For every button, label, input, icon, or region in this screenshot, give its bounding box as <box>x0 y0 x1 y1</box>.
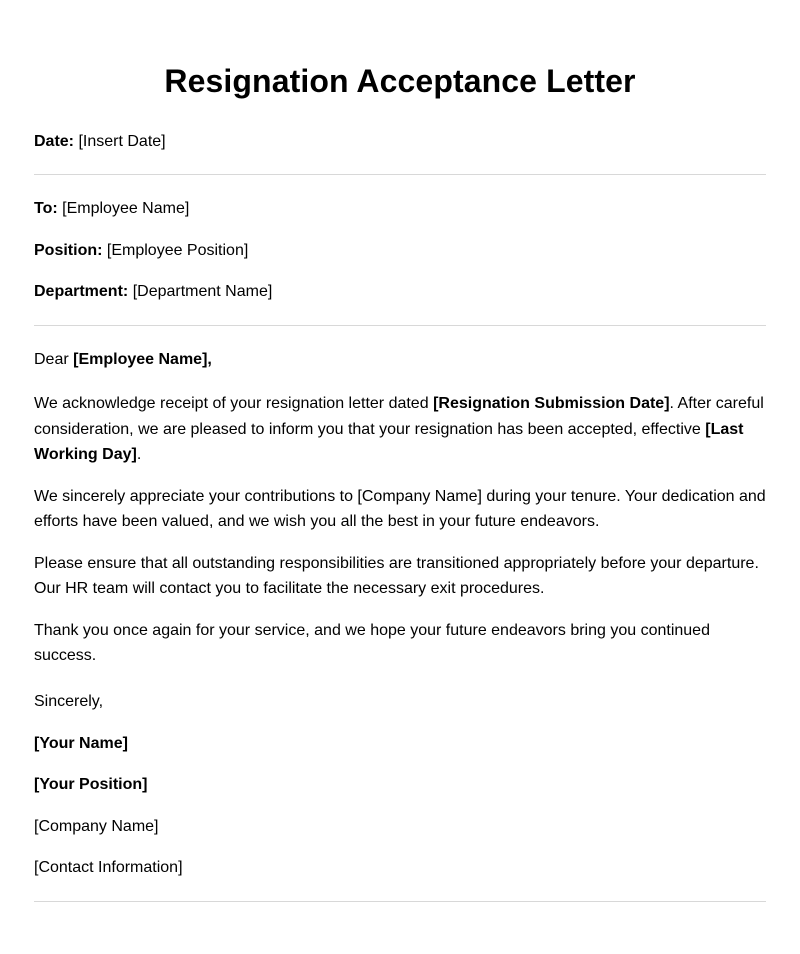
body-paragraph-3: Please ensure that all outstanding responsibilities are transitioned appropriately before your departure. Our HR team will contact you to facilitate the necessary exit procedures. <box>34 554 759 597</box>
to-value: [Employee Name] <box>62 200 190 217</box>
divider-middle <box>34 325 766 326</box>
position-label: Position: <box>34 242 103 259</box>
department-value: [Department Name] <box>132 283 273 300</box>
position-value: [Employee Position] <box>106 242 249 259</box>
body-paragraph-4: Thank you once again for your service, and we hope your future endeavors bring you continued success. <box>34 621 710 664</box>
body-paragraph-1 <box>34 391 766 468</box>
p1-text-c: . After careful consideration, we are pleased to inform you that your resignation has been accepted, effective <box>34 395 764 438</box>
date-label: Date: <box>34 133 75 150</box>
p1-text-a: We acknowledge receipt of your resignation letter dated <box>34 395 429 412</box>
salutation <box>34 350 766 370</box>
divider-top <box>34 174 766 175</box>
signer-company: [Company Name] <box>34 817 159 835</box>
department-line <box>34 282 766 302</box>
sign-off: Sincerely, <box>34 692 104 710</box>
p1-submission-date: [Resignation Submission Date] <box>433 395 670 412</box>
to-line <box>34 199 766 219</box>
date-line <box>34 132 766 152</box>
salutation-prefix: Dear <box>34 351 69 368</box>
signer-name: [Your Name] <box>34 734 128 752</box>
letter-title: Resignation Acceptance Letter <box>164 63 636 99</box>
signer-position: [Your Position] <box>34 775 148 793</box>
department-label: Department: <box>34 283 129 300</box>
date-value: [Insert Date] <box>78 133 166 150</box>
body-paragraph-2: We sincerely appreciate your contributions to [Company Name] during your tenure. Your dedication and efforts have been valued, and we wish you all the best in your future endeavors. <box>34 487 766 530</box>
signer-contact: [Contact Information] <box>34 858 183 876</box>
divider-bottom <box>34 901 766 902</box>
to-label: To: <box>34 200 58 217</box>
p1-last-working-day: [Last Working Day] <box>34 420 744 463</box>
p1-text-e: . <box>136 446 142 463</box>
position-line <box>34 241 766 261</box>
salutation-name: [Employee Name], <box>73 351 212 368</box>
